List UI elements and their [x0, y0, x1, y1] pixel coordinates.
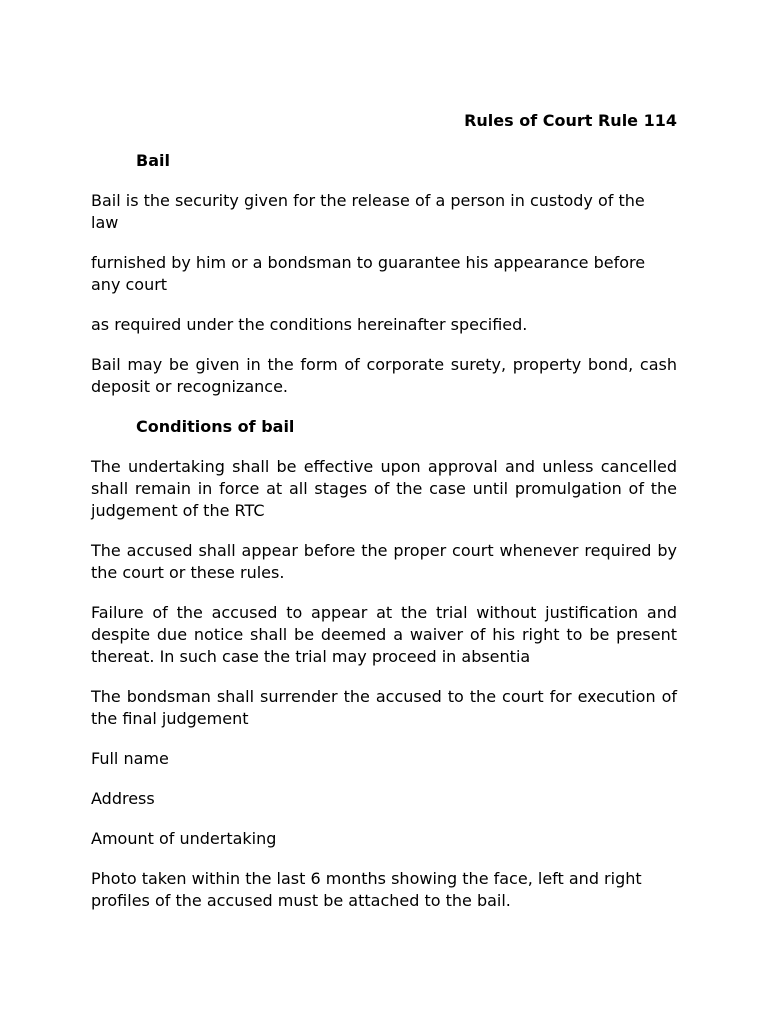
paragraph: Failure of the accused to appear at the trial without justification and despite due notice shall be deemed a waiver of his right to be present thereat. In such case the trial may proceed in absentia — [91, 603, 677, 666]
field-label-amount: Amount of undertaking — [91, 829, 277, 848]
document-page — [91, 110, 677, 930]
paragraph: Bail is the security given for the release of a person in custody of the law — [91, 191, 645, 232]
section-heading-conditions: Conditions of bail — [136, 417, 295, 436]
document-title: Rules of Court Rule 114 — [464, 111, 677, 130]
field-label-full-name: Full name — [91, 749, 169, 768]
paragraph: as required under the conditions hereinafter specified. — [91, 315, 528, 334]
field-label-address: Address — [91, 789, 155, 808]
section-heading-bail: Bail — [136, 151, 170, 170]
paragraph: Bail may be given in the form of corporate surety, property bond, cash deposit or recognizance. — [91, 355, 677, 396]
paragraph: The bondsman shall surrender the accused to the court for execution of the final judgement — [91, 687, 677, 728]
closing-paragraph: Photo taken within the last 6 months showing the face, left and right profiles of the accused must be attached to the bail. — [91, 869, 642, 910]
paragraph: furnished by him or a bondsman to guarantee his appearance before any court — [91, 253, 646, 294]
paragraph: The accused shall appear before the proper court whenever required by the court or these rules. — [91, 541, 677, 582]
paragraph: The undertaking shall be effective upon approval and unless cancelled shall remain in force at all stages of the case until promulgation of the judgement of the RTC — [91, 457, 677, 520]
